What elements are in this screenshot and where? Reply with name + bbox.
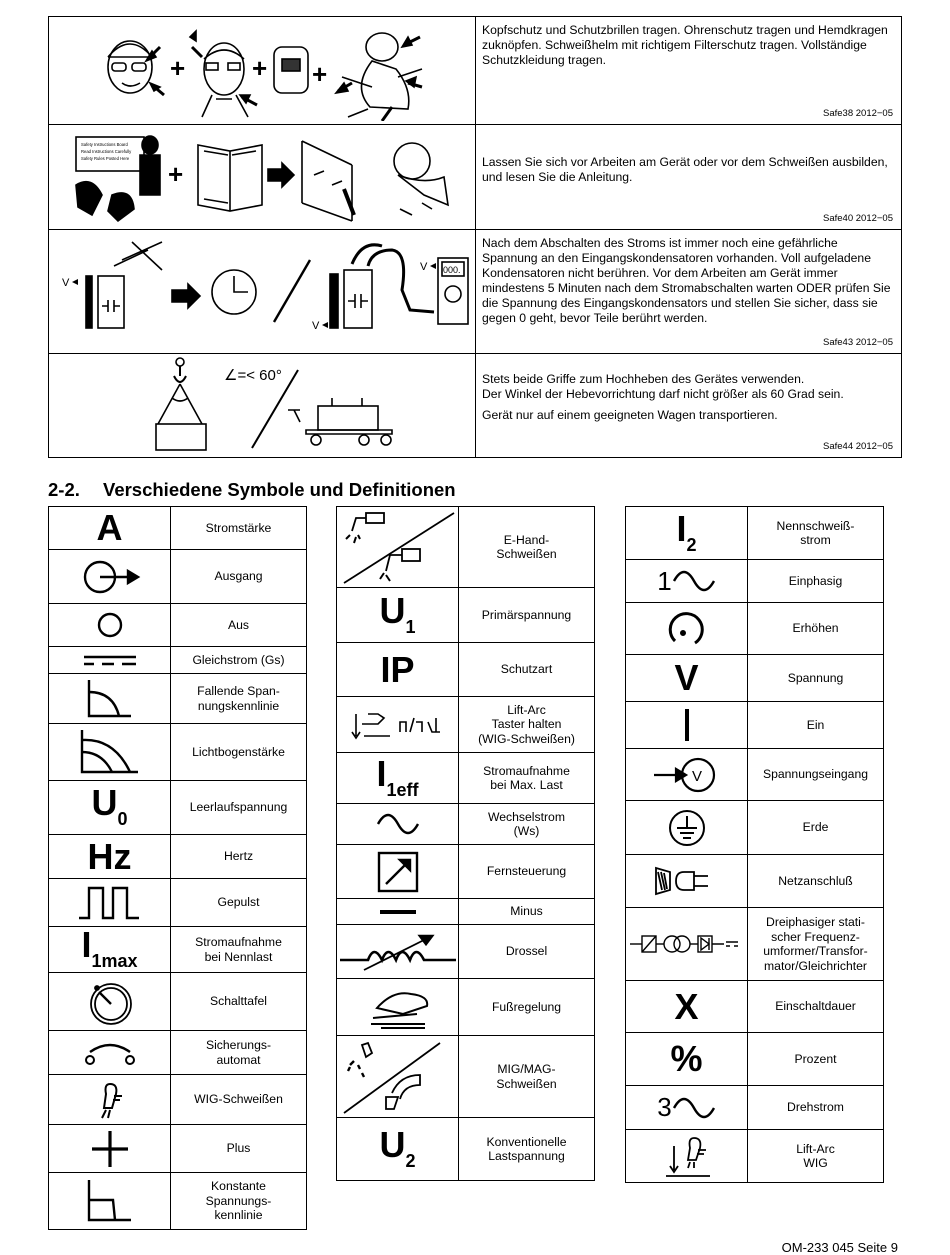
v-label: V (312, 320, 320, 332)
arc-force-icon (78, 728, 142, 776)
voltage-input-v: V (691, 767, 702, 785)
symbol-cell (626, 749, 748, 801)
off-icon (95, 610, 125, 640)
v-label: V (420, 261, 428, 273)
symbol-label: Gepulst (171, 879, 307, 927)
symbol-cell (337, 804, 459, 845)
safety-lifting-illustration (49, 354, 476, 458)
symbol-label: Plus (171, 1125, 307, 1173)
board-text-line: Read Instructions Carefully (81, 149, 132, 154)
symbol-subscript: 0 (117, 809, 128, 829)
symbol-label: Dreiphasiger stati- scher Frequenz- umformer/Transfor- mator/Gleichrichter (748, 908, 884, 981)
symbol-label: Stromaufnahme bei Max. Last (459, 753, 595, 804)
symbol-cell (49, 604, 171, 647)
symbol-subscript: 1eff (386, 779, 419, 800)
symbol-label: Spannung (748, 655, 884, 702)
symbol-label: Primärspannung (459, 588, 595, 643)
safety-code: Safe43 2012−05 (823, 337, 893, 348)
symbol-label: Drossel (459, 925, 595, 979)
rated-current-symbol: I (81, 924, 92, 965)
symbol-label: Prozent (748, 1033, 884, 1086)
symbol-cell (49, 550, 171, 604)
symbol-label: Fallende Span- nungskennlinie (171, 674, 307, 724)
symbol-label: Sicherungs- automat (171, 1031, 307, 1075)
stick-welding-icon (340, 509, 456, 585)
symbol-cell (49, 924, 171, 973)
section-title: Verschiedene Symbole und Definitionen (103, 479, 456, 500)
symbol-cell (626, 603, 748, 655)
symbol-label: Nennschweiß- strom (748, 507, 884, 560)
board-text-line: Safety Rules Posted Here (81, 156, 130, 161)
symbol-label: MIG/MAG- Schweißen (459, 1036, 595, 1118)
symbol-cell (337, 588, 459, 643)
symbol-label: Lift-Arc Taster halten (WIG-Schweißen) (459, 697, 595, 753)
safety-capacitor-illustration (49, 230, 476, 354)
symbols-table-1 (48, 506, 307, 1230)
safety-capacitor-text: Nach dem Abschalten des Stroms ist immer noch eine gefährliche Spannung an den Eingangskondensatoren vorhanden. Voll aufgeladene Kondensatoren nicht berühren. Vor dem Arbeiten am Gerät immer mindestens 5 Minuten nach dem Stromabschalten warten ODER prüfen Sie die Spannung des Eingangskondensators und stellen Sie sicher, dass sie gegen 0 geht, bevor Teile berührt werden. (482, 236, 891, 325)
meter-reading: 000. (443, 265, 461, 275)
sine-wave-icon (672, 569, 716, 593)
inductor-icon (338, 932, 458, 972)
symbol-label: Fußregelung (459, 979, 595, 1036)
symbol-label: Fernsteuerung (459, 845, 595, 899)
symbol-cell (49, 1173, 171, 1230)
safety-ppe-illustration (49, 17, 476, 125)
percent-symbol: % (670, 1038, 703, 1079)
symbol-label: Einschaltdauer (748, 981, 884, 1033)
symbols-table-3 (625, 506, 884, 1183)
rated-welding-current-symbol: I (676, 507, 687, 549)
symbol-label: Gleichstrom (Gs) (171, 647, 307, 674)
symbol-label: Schalttafel (171, 973, 307, 1031)
symbol-cell (626, 801, 748, 855)
plug-icon (650, 864, 724, 898)
symbol-label: Ausgang (171, 550, 307, 604)
safety-text-ppe (476, 17, 902, 125)
symbol-label: Leerlaufspannung (171, 781, 307, 835)
safety-text-training (476, 125, 902, 230)
svg-text:+: + (168, 159, 184, 189)
symbol-cell (49, 835, 171, 879)
duty-cycle-symbol: X (674, 985, 699, 1027)
section-number: 2-2. (48, 479, 80, 500)
symbol-label: Erhöhen (748, 603, 884, 655)
safety-text-capacitor (476, 230, 902, 354)
symbol-cell (49, 879, 171, 927)
symbol-cell (626, 655, 748, 702)
safety-lifting-text-2: Der Winkel der Hebevorrichtung darf nicht größer als 60 Grad sein. (482, 387, 844, 401)
constant-voltage-icon (85, 1178, 135, 1224)
symbol-label: Stromstärke (171, 507, 307, 550)
symbol-cell (626, 702, 748, 749)
increase-icon (665, 607, 709, 651)
symbol-label: Wechselstrom (Ws) (459, 804, 595, 845)
symbol-label: Schutzart (459, 643, 595, 697)
symbol-cell (626, 1086, 748, 1130)
amps-symbol: A (96, 507, 123, 548)
symbol-cell (626, 1130, 748, 1183)
symbol-cell (49, 507, 171, 550)
symbol-label: Drehstrom (748, 1086, 884, 1130)
lift-arc-hold-icon (350, 708, 446, 742)
symbol-cell (49, 674, 171, 724)
symbol-cell (337, 979, 459, 1036)
safety-code: Safe38 2012−05 (823, 108, 893, 119)
symbol-label: Lift-Arc WIG (748, 1130, 884, 1183)
safety-lifting-text-3: Gerät nur auf einem geeigneten Wagen transportieren. (482, 408, 778, 422)
symbol-cell (337, 753, 459, 804)
voltage-input-icon (652, 755, 722, 795)
symbol-cell (337, 643, 459, 697)
board-text-line: Safety Instructions Board (81, 142, 128, 147)
svg-text:+: + (170, 53, 186, 83)
symbol-cell (49, 1031, 171, 1075)
safety-code: Safe44 2012−05 (823, 441, 893, 452)
symbol-cell (49, 973, 171, 1031)
single-phase-symbol: 1 (657, 565, 672, 596)
sine-wave-icon (672, 1096, 716, 1120)
symbol-cell (626, 981, 748, 1033)
symbol-cell (337, 1036, 459, 1118)
section-heading (48, 479, 456, 501)
svg-text:+: + (252, 53, 268, 83)
symbol-label: E-Hand- Schweißen (459, 507, 595, 588)
symbol-cell (626, 1033, 748, 1086)
symbol-cell (337, 1118, 459, 1181)
remote-control-icon (376, 850, 420, 894)
symbol-cell (49, 647, 171, 674)
safety-code: Safe40 2012−05 (823, 213, 893, 224)
symbol-cell (337, 899, 459, 925)
symbol-cell (49, 1075, 171, 1125)
symbol-cell (337, 697, 459, 753)
protection-class-symbol: IP (380, 648, 415, 690)
symbol-label: Hertz (171, 835, 307, 879)
voltage-symbol: V (674, 657, 699, 698)
symbol-cell (626, 560, 748, 603)
load-voltage-symbol: U (379, 1123, 406, 1165)
primary-voltage-symbol: U (379, 589, 406, 631)
symbol-cell (626, 507, 748, 560)
pulsed-icon (77, 884, 143, 922)
symbol-label: Spannungseingang (748, 749, 884, 801)
three-phase-symbol: 3 (657, 1092, 672, 1122)
symbol-cell (49, 781, 171, 835)
v-label: V (62, 277, 70, 289)
symbols-table-2 (336, 506, 595, 1181)
symbol-cell (626, 908, 748, 981)
minus-icon (378, 907, 418, 917)
symbol-subscript: 1 (405, 616, 416, 637)
symbol-cell (626, 855, 748, 908)
symbol-label: Stromaufnahme bei Nennlast (171, 927, 307, 973)
safety-table (48, 16, 902, 458)
symbol-cell (337, 845, 459, 899)
symbol-cell (49, 1125, 171, 1173)
symbol-label: Minus (459, 899, 595, 925)
direct-current-icon (80, 652, 140, 668)
symbol-cell (337, 507, 459, 588)
safety-training-illustration (49, 125, 476, 230)
circuit-breaker-icon (82, 1038, 138, 1068)
symbol-label: Lichtbogenstärke (171, 724, 307, 781)
symbol-cell (49, 724, 171, 781)
lift-arc-tig-icon (660, 1134, 714, 1178)
symbol-label: Ein (748, 702, 884, 749)
symbol-label: WIG-Schweißen (171, 1075, 307, 1125)
symbol-label: Konventionelle Lastspannung (459, 1118, 595, 1181)
hertz-symbol: Hz (87, 835, 132, 877)
safety-lifting-text-1: Stets beide Griffe zum Hochheben des Gerätes verwenden. (482, 372, 805, 386)
on-icon (682, 707, 692, 743)
alternating-current-icon (376, 812, 420, 836)
output-icon (78, 557, 142, 597)
page-footer: OM-233 045 Seite 9 (781, 1240, 898, 1255)
max-current-symbol: I (376, 752, 387, 794)
svg-text:+: + (312, 59, 328, 89)
inverter-icon (628, 930, 746, 958)
symbol-label: Aus (171, 604, 307, 647)
symbol-subscript: 2 (686, 534, 697, 555)
safety-ppe-text: Kopfschutz und Schutzbrillen tragen. Ohrenschutz tragen und Hemdkragen zuknöpfen. Schweißhelm mit richtigem Filterschutz tragen. Vollständige Schutzkleidung tragen. (482, 23, 888, 67)
foot-control-icon (363, 984, 433, 1030)
symbol-subscript: 2 (405, 1150, 416, 1171)
panel-icon (85, 978, 135, 1026)
open-circuit-voltage-symbol: U (91, 782, 118, 823)
symbol-label: Erde (748, 801, 884, 855)
drooping-characteristic-icon (85, 678, 135, 720)
angle-label: ∠=< 60° (224, 367, 282, 384)
symbol-subscript: 1max (91, 951, 138, 971)
safety-text-lifting (476, 354, 902, 458)
symbol-label: Einphasig (748, 560, 884, 603)
tig-torch-icon (92, 1080, 128, 1120)
symbol-label: Konstante Spannungs- kennlinie (171, 1173, 307, 1230)
symbol-cell (337, 925, 459, 979)
safety-training-text: Lassen Sie sich vor Arbeiten am Gerät oder vor dem Schweißen ausbilden, und lesen Sie die Anleitung. (482, 155, 888, 184)
plus-icon (90, 1129, 130, 1169)
ground-icon (667, 808, 707, 848)
symbol-label: Netzanschluß (748, 855, 884, 908)
mig-welding-icon (340, 1039, 456, 1115)
